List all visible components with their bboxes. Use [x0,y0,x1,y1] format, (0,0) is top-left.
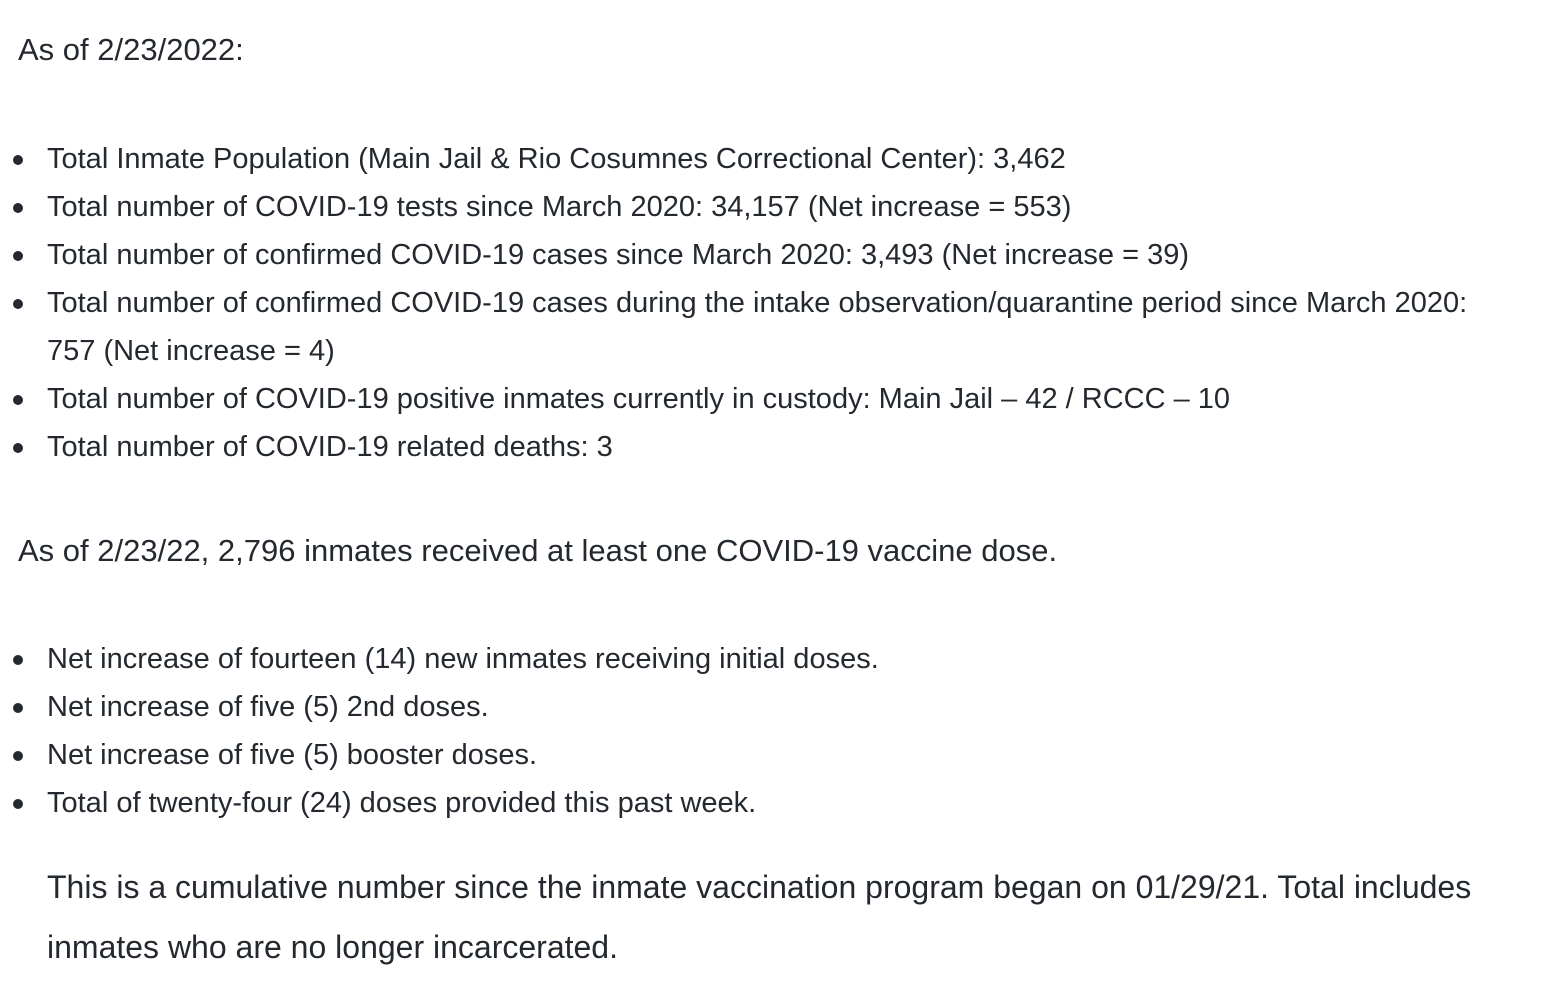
vaccine-list [0,635,1487,827]
list-item: Total number of confirmed COVID-19 cases since March 2020: 3,493 (Net increase = 39) [47,231,1487,279]
list-item: Total number of COVID-19 tests since March 2020: 34,157 (Net increase = 553) [47,183,1487,231]
list-item: Total number of COVID-19 positive inmates currently in custody: Main Jail – 42 / RCCC – 10 [47,375,1487,423]
list-item: Total of twenty-four (24) doses provided this past week. [47,779,1487,827]
list-item: Total number of COVID-19 related deaths: 3 [47,423,1487,471]
list-item: Net increase of fourteen (14) new inmates receiving initial doses. [47,635,1487,683]
list-item: Net increase of five (5) booster doses. [47,731,1487,779]
cumulative-note: This is a cumulative number since the inmate vaccination program began on 01/29/21. Total includes inmates who are no longer incarcerated. [47,869,1472,965]
list-item: Net increase of five (5) 2nd doses. [47,683,1487,731]
list-item: Total number of confirmed COVID-19 cases during the intake observation/quarantine period since March 2020: 757 (Net increase = 4) [47,279,1487,375]
list-item: Total Inmate Population (Main Jail & Rio Cosumnes Correctional Center): 3,462 [47,135,1487,183]
as-of-heading: As of 2/23/2022: [18,32,244,67]
stats-list [0,135,1487,471]
vaccine-heading: As of 2/23/22, 2,796 inmates received at least one COVID-19 vaccine dose. [18,533,1058,568]
